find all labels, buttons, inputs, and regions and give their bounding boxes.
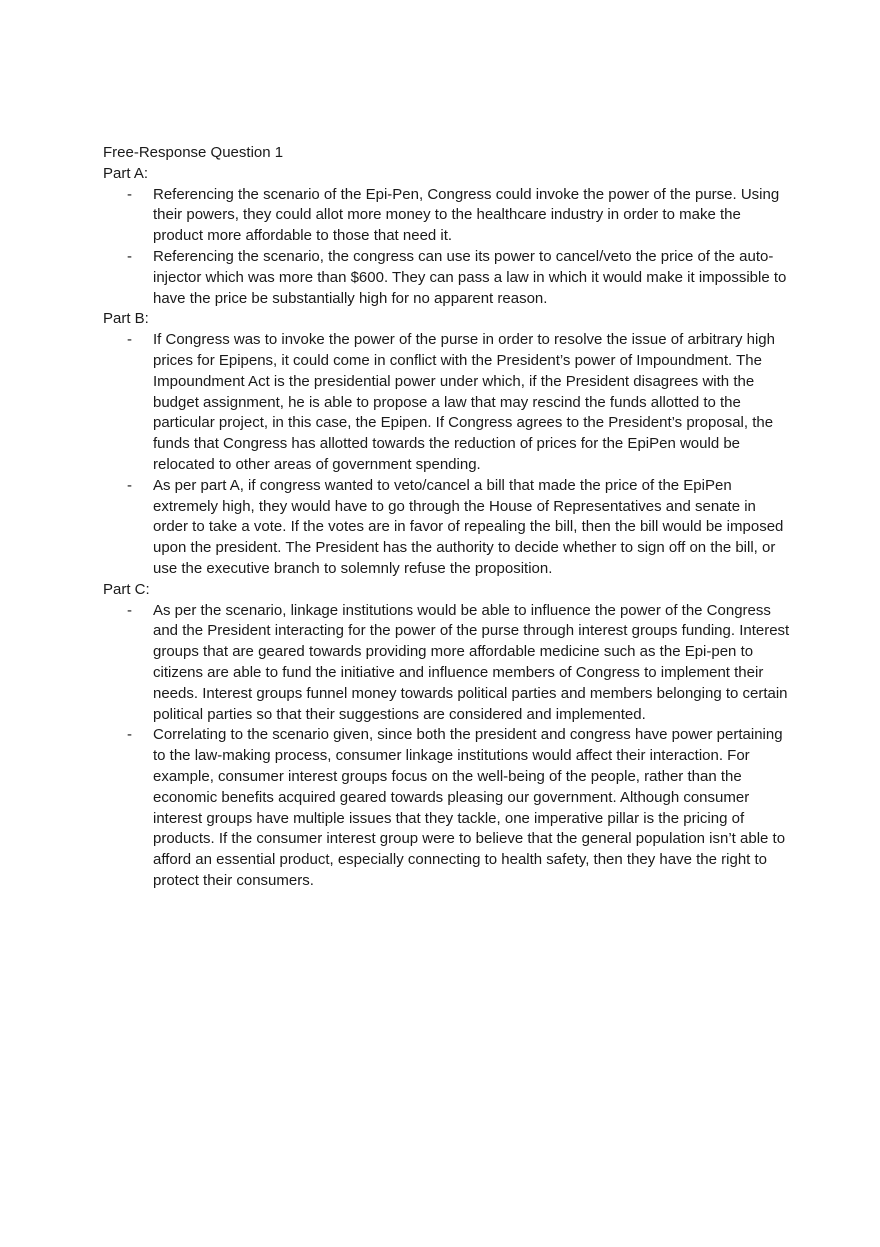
dash-bullet-icon: - <box>127 476 132 494</box>
bullet-text: Correlating to the scenario given, since both the president and congress have power pertaining to the law-making process, consumer linkage institutions would affect their interaction. For example, consumer interest groups focus on the well-being of the people, rather than the economic benefits acquired geared towards pleasing our government. Although consumer interest groups have multiple issues that they tackle, one imperative pillar is the pricing of products. If the consumer interest group were to believe that the general population isn’t able to afford an essential product, especially connecting to health safety, then they have the right to protect their consumers. <box>153 726 786 889</box>
bullet-text: As per the scenario, linkage institutions would be able to influence the power of the Congress and the President interacting for the power of the purse through interest groups funding. Interest groups that are geared towards providing more affordable medicine such as the Epi-pen to citizens are able to fund the initiative and influence members of Congress to implement their needs. Interest groups funnel money towards political parties and members belonging to certain political parties so that their suggestions are considered and implemented. <box>153 601 790 723</box>
document-body <box>103 143 793 892</box>
dash-bullet-icon: - <box>127 185 132 203</box>
dash-bullet-icon: - <box>127 331 132 349</box>
list-item <box>103 247 793 309</box>
document-title: Free-Response Question 1 <box>103 144 284 161</box>
part-b-list <box>103 330 793 580</box>
bullet-text: As per part A, if congress wanted to veto/cancel a bill that made the price of the EpiPen extremely high, they would have to go through the House of Representatives and senate in order to take a vote. If the votes are in favor of repealing the bill, then the bill would be imposed upon the president. The President has the authority to decide whether to sign off on the bill, or use the executive branch to solemnly refuse the proposition. <box>153 476 784 577</box>
part-c-label: Part C: <box>103 580 150 598</box>
list-item <box>103 185 793 247</box>
list-item <box>103 330 793 476</box>
bullet-text: If Congress was to invoke the power of the purse in order to resolve the issue of arbitrary high prices for Epipens, it could come in conflict with the President’s power of Impoundment. The Impoundment Act is the presidential power under which, if the President disagrees with the budget assignment, he is able to propose a law that may rescind the funds allotted to the particular project, in this case, the Epipen. If Congress agrees to the President’s proposal, the funds that Congress has allotted towards the reduction of prices for the EpiPen would be relocated to other areas of government spending. <box>153 331 775 473</box>
dash-bullet-icon: - <box>127 601 132 619</box>
bullet-text: Referencing the scenario, the congress can use its power to cancel/veto the price of the auto-injector which was more than $600. They can pass a law in which it would make it impossible to have the price be substantially high for no apparent reason. <box>153 247 787 307</box>
part-a-label: Part A: <box>103 164 149 182</box>
list-item <box>103 601 793 726</box>
dash-bullet-icon: - <box>127 726 132 744</box>
dash-bullet-icon: - <box>127 247 132 265</box>
part-a-list <box>103 185 793 310</box>
bullet-text: Referencing the scenario of the Epi-Pen, Congress could invoke the power of the purse. Using their powers, they could allot more money to the healthcare industry in order to make the product more affordable to those that need it. <box>153 185 780 245</box>
list-item <box>103 476 793 580</box>
part-c-list <box>103 601 793 892</box>
part-b-label: Part B: <box>103 310 149 328</box>
list-item <box>103 725 793 891</box>
